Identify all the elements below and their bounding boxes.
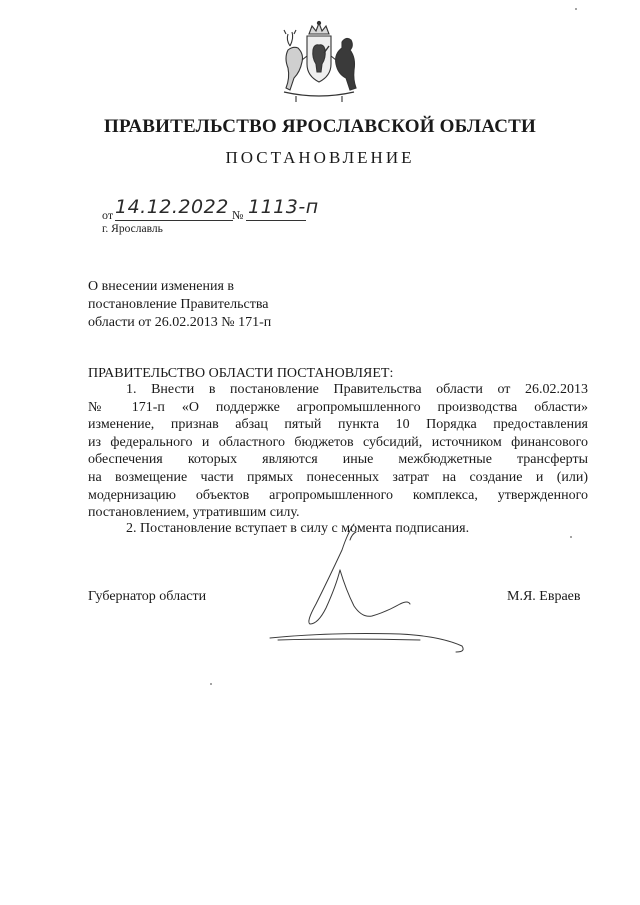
number-underline bbox=[246, 220, 306, 221]
body-line: на возмещение части прямых понесенных затрат на создание и (или) bbox=[88, 469, 588, 485]
signatory-name: М.Я. Евраев bbox=[507, 589, 581, 604]
body-line: № 171-п «О поддержке агропромышленного производства области» bbox=[88, 399, 588, 415]
date-number-line bbox=[102, 198, 342, 224]
subject-line: области от 26.02.2013 № 171-п bbox=[88, 315, 272, 330]
body-line: из федерального и областного бюджетов субсидий, источником финансового bbox=[88, 434, 588, 450]
signatory-title: Губернатор области bbox=[88, 589, 207, 604]
handwritten-signature bbox=[250, 520, 480, 670]
paragraph-1 bbox=[88, 381, 588, 522]
city-label: г. Ярославль bbox=[102, 223, 163, 235]
handwritten-number: 1113-п bbox=[248, 196, 319, 218]
body-line: обеспечения которых являются иные межбюджетные трансферты bbox=[88, 452, 588, 468]
document-type: ПОСТАНОВЛЕНИЕ bbox=[225, 148, 415, 167]
coat-of-arms-emblem bbox=[276, 20, 362, 104]
paragraph-2: 2. Постановление вступает в силу с момента подписания. bbox=[126, 521, 470, 536]
handwritten-date: 14.12.2022 bbox=[115, 196, 229, 218]
scan-speck bbox=[570, 536, 572, 538]
body-line: постановлением, утратившим силу. bbox=[88, 505, 300, 521]
scan-speck bbox=[210, 683, 212, 685]
document-subject bbox=[88, 278, 271, 332]
number-label: № bbox=[232, 208, 244, 222]
body-line: модернизацию объектов агропромышленного комплекса, утвержденного bbox=[88, 487, 588, 503]
date-underline bbox=[115, 220, 233, 221]
subject-line: О внесении изменения в bbox=[88, 279, 234, 294]
decree-statement: ПРАВИТЕЛЬСТВО ОБЛАСТИ ПОСТАНОВЛЯЕТ: bbox=[88, 366, 394, 381]
body-line: изменение, признав абзац пятый пункта 10 Порядка предоставления bbox=[88, 417, 588, 433]
from-label: от bbox=[102, 208, 114, 222]
scan-speck bbox=[575, 8, 577, 10]
body-line: 1. Внести в постановление Правительства области от 26.02.2013 bbox=[126, 382, 588, 397]
organization-title: ПРАВИТЕЛЬСТВО ЯРОСЛАВСКОЙ ОБЛАСТИ bbox=[104, 116, 536, 137]
subject-line: постановление Правительства bbox=[88, 297, 269, 312]
